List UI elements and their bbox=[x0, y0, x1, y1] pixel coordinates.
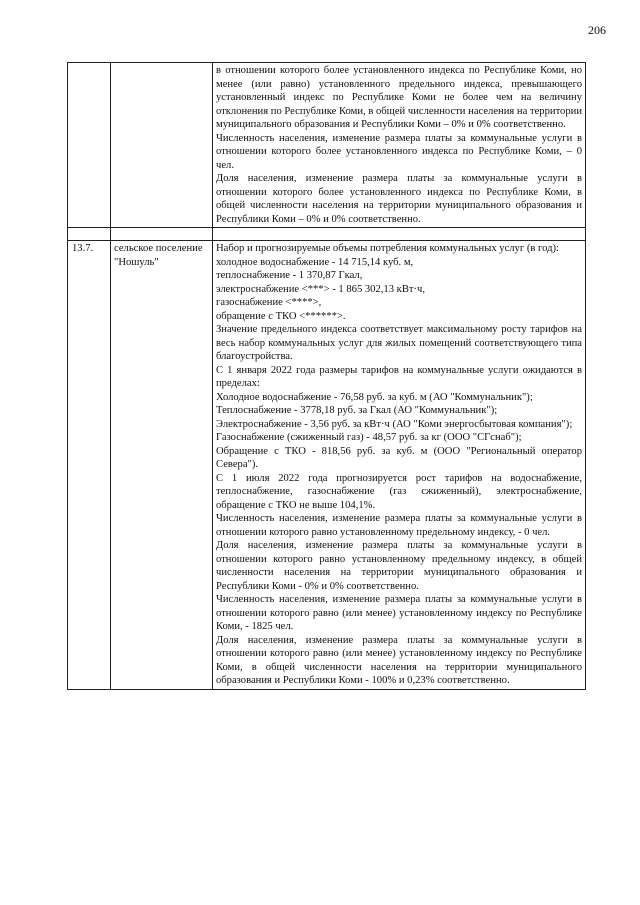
paragraph: Электроснабжение - 3,56 руб. за кВт·ч (АО "Коми энергосбытовая компания"); bbox=[216, 418, 573, 430]
row-content bbox=[213, 241, 586, 690]
paragraph: Численность населения, изменение размера платы за коммунальные услуги в отношении которого равно (или менее) установленному индексу по Республике Коми, - 1825 чел. bbox=[216, 594, 582, 632]
paragraph: электроснабжение <***> - 1 865 302,13 кВт·ч, bbox=[216, 283, 426, 295]
paragraph: Обращение с ТКО - 818,56 руб. за куб. м (ООО "Региональный оператор Севера"). bbox=[216, 445, 582, 470]
settlement-name bbox=[111, 63, 213, 228]
paragraph: Теплоснабжение - 3778,18 руб. за Гкал (АО "Коммунальник"); bbox=[216, 405, 498, 416]
paragraph: газоснабжение <****>, bbox=[216, 297, 322, 308]
row-number: 13.7. bbox=[68, 241, 111, 690]
row-content bbox=[213, 63, 586, 228]
paragraph: С 1 января 2022 года размеры тарифов на коммунальные услуги ожидаются в пределах: bbox=[216, 364, 582, 389]
paragraph: в отношении которого более установленного индекса по Республике Коми, но менее (или равно) установленного предельного индекса, превышающего установленный индекс по Республике Коми не более чем на величину отклонения по Республике Коми, в общей численности населения на территории муниципального образования и Республики Коми – 0% и 0% соответственно. bbox=[216, 65, 582, 130]
paragraph: Доля населения, изменение размера платы за коммунальные услуги в отношении которого равно (или менее) установленному индексу по Республике Коми, в общей численности населения на территории муниципального образования и Республики Коми - 100% и 0,23% соответственно. bbox=[216, 634, 582, 686]
paragraph: теплоснабжение - 1 370,87 Гкал, bbox=[216, 270, 363, 281]
row-number bbox=[68, 63, 111, 228]
settlement-name: сельское поселение "Ношуль" bbox=[111, 241, 213, 690]
row-spacer bbox=[68, 228, 586, 241]
paragraph: холодное водоснабжение - 14 715,14 куб. м, bbox=[216, 256, 414, 268]
paragraph: Доля населения, изменение размера платы за коммунальные услуги в отношении которого более установленного индекса по Республике Коми, в общей численности населения на территории муниципального образования и Республики Коми – 0% и 0% соответственно. bbox=[216, 173, 582, 225]
paragraph: Значение предельного индекса соответствует максимальному росту тарифов на весь набор коммунальных услуг для жилых помещений соответствующего типа благоустройства. bbox=[216, 324, 582, 362]
paragraph: Холодное водоснабжение - 76,58 руб. за куб. м (АО "Коммунальник"); bbox=[216, 391, 533, 403]
paragraph: Набор и прогнозируемые объемы потребления коммунальных услуг (в год): bbox=[216, 243, 559, 254]
document-table bbox=[67, 62, 586, 690]
paragraph: Численность населения, изменение размера платы за коммунальные услуги в отношении которого более установленного индекса по Республике Коми, – 0 чел. bbox=[216, 132, 582, 171]
page-number: 206 bbox=[588, 23, 606, 37]
paragraph: Численность населения, изменение размера платы за коммунальные услуги в отношении которого равно установленному предельному индексу, - 0 чел. bbox=[216, 513, 582, 538]
paragraph: С 1 июля 2022 года прогнозируется рост тарифов на водоснабжение, теплоснабжение, газоснабжение (газ сжиженный), электроснабжение, обращение с ТКО не выше 104,1%. bbox=[216, 472, 582, 511]
paragraph: обращение с ТКО <******>. bbox=[216, 310, 346, 322]
table-row bbox=[68, 241, 586, 690]
table-row bbox=[68, 63, 586, 228]
paragraph: Газоснабжение (сжиженный газ) - 48,57 руб. за кг (ООО "СГснаб"); bbox=[216, 432, 522, 443]
paragraph: Доля населения, изменение размера платы за коммунальные услуги в отношении которого равно установленному предельному индексу, в общей численности населения на территории муниципального образования и Республики Коми - 0% и 0% соответственно. bbox=[216, 540, 582, 592]
